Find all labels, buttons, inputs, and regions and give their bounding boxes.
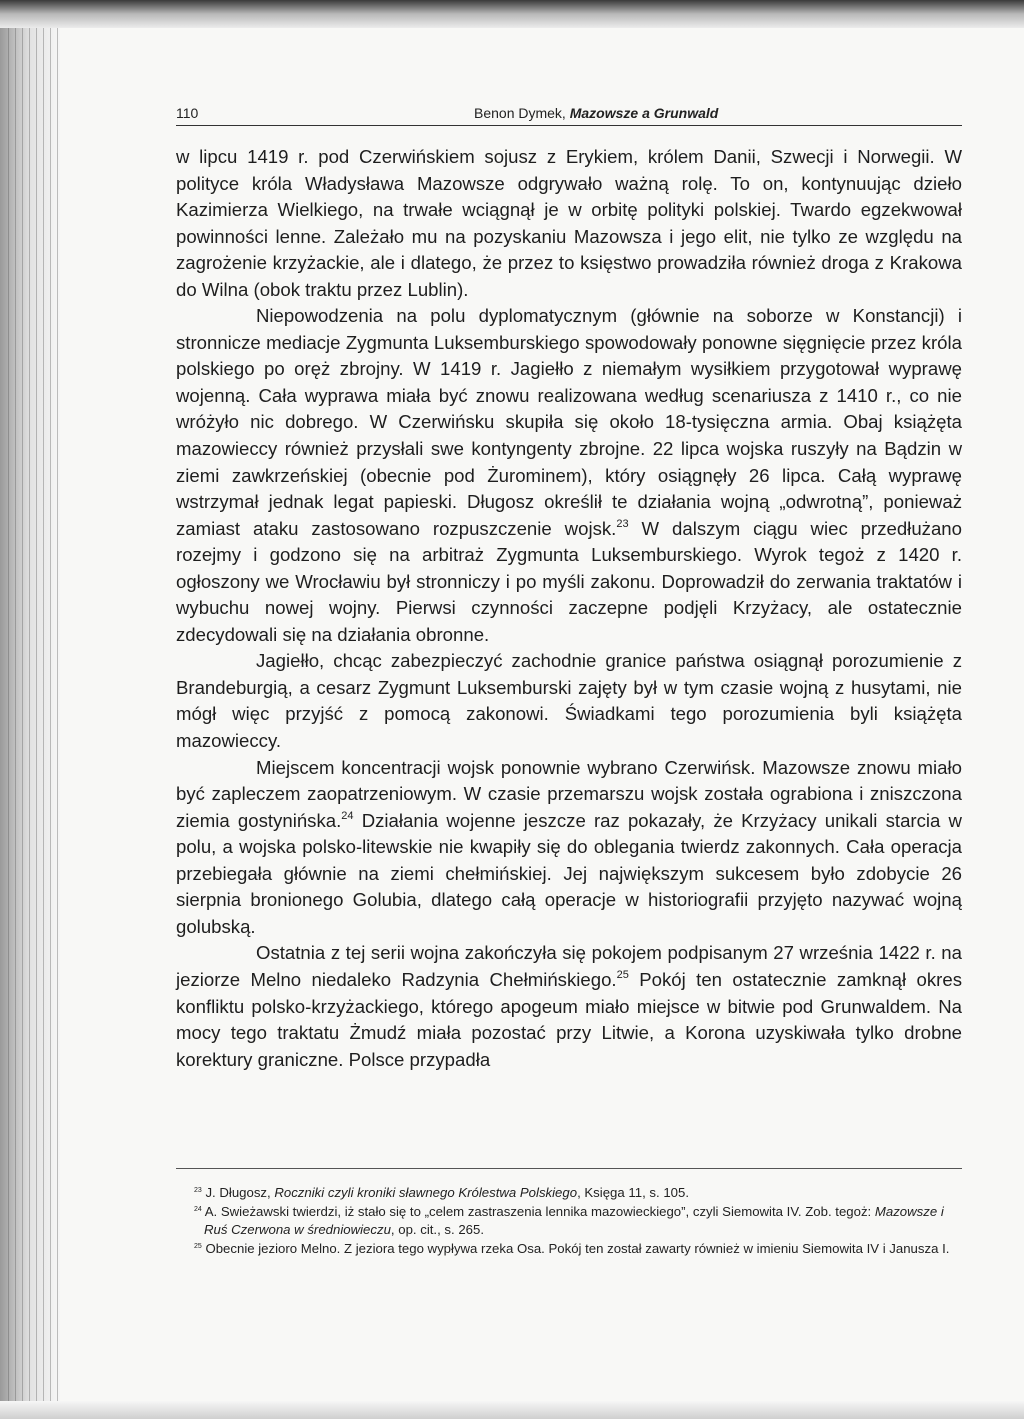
footnote-cited-title: Roczniki czyli kroniki sławnego Królestwa Polskiego xyxy=(274,1185,578,1200)
footnote xyxy=(176,1203,962,1240)
scan-shadow-bottom xyxy=(0,1401,1024,1419)
page-edge-lines xyxy=(8,0,58,1419)
running-head-title: Mazowsze a Grunwald xyxy=(569,105,719,121)
footnote-mark: 25 xyxy=(194,1242,202,1250)
page-number: 110 xyxy=(176,105,199,121)
paragraph xyxy=(176,144,962,303)
paragraph-text: Jagiełło, chcąc zabezpieczyć zachodnie granice państwa osiągnął porozumienie z Brandeburgią, a cesarz Zygmunt Luksemburski zajęty był w tym czasie wojną z husytami, nie mógł więc przyjść z pomocą zakonowi. Świadkami tego porozumienia byli książęta mazowieccy. xyxy=(176,650,962,752)
footnotes xyxy=(176,1184,962,1258)
running-head xyxy=(474,105,718,121)
paragraph-text: Pokój ten ostatecznie zamknął okres konfliktu polsko-krzyżackiego, którego apogeum miało miejsce w bitwie pod Grunwaldem. Na mocy tego traktatu Żmudź miała pozostać przy Litwie, a Korona uzyskiwała tylko drobne korektury graniczne. Polsce przypadła xyxy=(176,968,962,1070)
footnote-mark: 24 xyxy=(194,1205,202,1213)
paragraph xyxy=(176,755,962,941)
paragraph xyxy=(176,303,962,648)
paragraph xyxy=(176,648,962,754)
paragraph-text: Niepowodzenia na polu dyplomatycznym (głównie na soborze w Konstancji) i stronnicze mediacje Zygmunta Luksemburskiego spowodowały ponowne sięgnięcie przez króla polskiego po oręż zbrojny. W 1419 r. Jagiełło z niemałym wysiłkiem przygotował wyprawę wojenną. Cała wyprawa miała być znowu realizowana według scenariusza z 1410 r., co nie wróżyło nic dobrego. W Czerwińsku skupiła się około 18-tysięczna armia. Obaj książęta mazowieccy również przysłali swe kontyngenty zbrojne. 22 lipca wojska ruszyły na Bądzin w ziemi zawkrzeńskiej (obecnie pod Żurominem), który osiągnęły 26 lipca. Całą wyprawę wstrzymał jednak legat papieski. Długosz określił te działania wojną „odwrotną”, ponieważ zamiast ataku zastosowano rozpuszczenie wojsk. xyxy=(176,305,962,539)
paragraph-text: Działania wojenne jeszcze raz pokazały, że Krzyżacy unikali starcia w polu, a wojska polsko-litewskie nie kwapiły się do oblegania twierdz zakonnych. Cała operacja przebiegała głównie na ziemi chełmińskiej. Jej największym sukcesem było zdobycie 26 sierpnia bronionego Golubia, dlatego całą operacje w historiografii przyjęto nazywać wojną golubską. xyxy=(176,809,962,937)
footnote-text: J. Długosz, xyxy=(201,1185,275,1200)
paragraph-text: W dalszym ciągu wiec przedłużano rozejmy i godzono się na arbitraż Zygmunta Luksemburskiego. Wyrok tegoż z 1420 r. ogłoszony we Wrocławiu był stronniczy i po myśli zakonu. Doprowadził do zerwania traktatów i wybuchu nowej wojny. Pierwsi czynności zaczepne podjęli Krzyżacy, ale ostatecznie zdecydowali się na działania obronne. xyxy=(176,517,962,645)
footnote-reference[interactable]: 24 xyxy=(341,809,354,822)
footnote xyxy=(176,1240,962,1259)
footnote-cited-title: Mazowsze i Ruś Czerwona w średniowieczu xyxy=(204,1203,944,1237)
running-header xyxy=(176,103,962,126)
footnote-mark: 23 xyxy=(194,1187,202,1194)
scan-shadow-top xyxy=(0,0,1024,28)
footnote-text: Obecnie jezioro Melno. Z jeziora tego wypływa rzeka Osa. Pokój ten został zawarty również w imieniu Siemowita IV i Janusza I. xyxy=(201,1240,950,1256)
paragraph-text: Ostatnia z tej serii wojna zakończyła się pokojem podpisanym 27 września 1422 r. na jeziorze Melno niedaleko Radzynia Chełmińskiego. xyxy=(176,942,962,990)
footnote xyxy=(176,1184,962,1203)
footnote-reference[interactable]: 23 xyxy=(616,517,629,530)
footnote-rule xyxy=(176,1168,962,1169)
footnote-reference[interactable]: 25 xyxy=(616,968,629,981)
running-head-author: Benon Dymek, xyxy=(474,105,570,121)
footnote-text: , op. cit., s. 265. xyxy=(390,1222,484,1237)
footnote-text: , Księga 11, s. 105. xyxy=(577,1185,689,1200)
footnote-text: A. Swieżawski twierdzi, iż stało się to „celem zastraszenia lennika mazowieckiego”, czyli Siemowita IV. Zob. tegoż: xyxy=(201,1203,875,1219)
paragraph-text: Miejscem koncentracji wojsk ponownie wybrano Czerwińsk. Mazowsze znowu miało być zapleczem zaopatrzeniowym. W czasie przemarszu wojsk została ograbiona i zniszczona ziemia gostynińska. xyxy=(176,756,962,831)
paragraph-text: w lipcu 1419 r. pod Czerwińskiem sojusz z Erykiem, królem Danii, Szwecji i Norwegii. W polityce króla Władysława Mazowsze odgrywało ważną rolę. To on, kontynuując dzieło Kazimierza Wielkiego, na trwałe wciągnął je w orbitę polityki polskiej. Twardo egzekwował powinności lenne. Zależało mu na pozyskaniu Mazowsza i jego elit, nie tylko ze względu na zagrożenie krzyżackie, ale i dlatego, że przez to księstwo prowadziła również droga z Krakowa do Wilna (obok traktu przez Lublin). xyxy=(176,146,962,300)
body-text xyxy=(176,144,962,1073)
paragraph xyxy=(176,940,962,1073)
